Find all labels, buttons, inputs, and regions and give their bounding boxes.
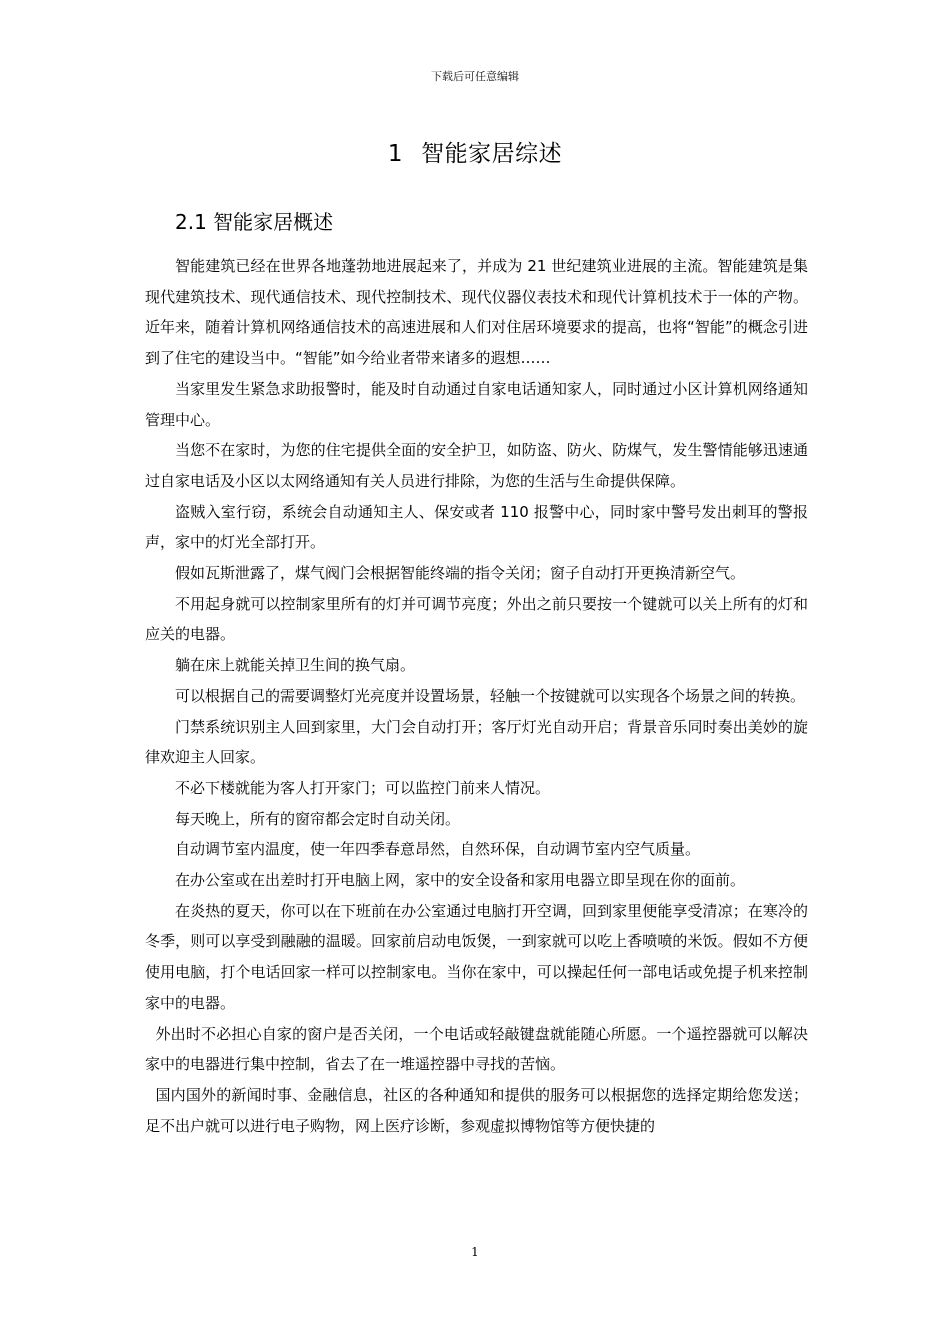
paragraph: 不必下楼就能为客人打开家门；可以监控门前来人情况。 [175,778,551,797]
paragraph: 当家里发生紧急求助报警时，能及时自动通过自家电话通知家人，同时通过小区计算机网络通知管理中心。 [145,379,808,429]
header-note: 下载后可任意编辑 [431,70,519,83]
paragraph: 门禁系统识别主人回到家里，大门会自动打开；客厅灯光自动开启；背景音乐同时奏出美妙的旋律欢迎主人回家。 [145,717,808,767]
paragraph: 智能建筑已经在世界各地蓬勃地进展起来了，并成为 21 世纪建筑业进展的主流。智能建筑是集现代建筑技术、现代通信技术、现代控制技术、现代仪器仪表技术和现代计算机技术于一体的产物。近年来，随着计算机网络通信技术的高速进展和人们对住居环境要求的提高，也将“智能”的概念引进到了住宅的建设当中。“智能”如今给业者带来诸多的遐想…… [145,257,808,368]
paragraph: 假如瓦斯泄露了，煤气阀门会根据智能终端的指令关闭；窗子自动打开更换清新空气。 [175,564,746,583]
paragraph: 每天晚上，所有的窗帘都会定时自动关闭。 [175,809,461,828]
paragraph: 自动调节室内温度，使一年四季春意昂然，自然环保，自动调节室内空气质量。 [175,840,701,859]
paragraph: 在炎热的夏天，你可以在下班前在办公室通过电脑打开空调，回到家里便能享受清凉；在寒冷的冬季，则可以享受到融融的温暖。回家前启动电饭煲，一到家就可以吃上香喷喷的米饭。假如不方便使用电脑，打个电话回家一样可以控制家电。当你在家中，可以操起任何一部电话或免提子机来控制家中的电器。 [145,901,808,1012]
page-number: 1 [471,1245,479,1259]
chapter-title [0,135,950,168]
paragraph: 躺在床上就能关掉卫生间的换气扇。 [175,656,416,675]
paragraph: 在办公室或在出差时打开电脑上网，家中的安全设备和家用电器立即呈现在你的面前。 [175,871,746,890]
paragraph: 外出时不必担心自家的窗户是否关闭，一个电话或轻敲键盘就能随心所愿。一个遥控器就可以解决家中的电器进行集中控制，省去了在一堆遥控器中寻找的苦恼。 [145,1024,808,1074]
section-title: 2.1 智能家居概述 [175,210,334,234]
paragraph: 当您不在家时，为您的住宅提供全面的安全护卫，如防盗、防火、防煤气，发生警情能够迅速通过自家电话及小区以太网络通知有关人员进行排除，为您的生活与生命提供保障。 [145,441,808,490]
paragraph: 可以根据自己的需要调整灯光亮度并设置场景，轻触一个按键就可以实现各个场景之间的转换。 [175,686,806,705]
paragraph: 不用起身就可以控制家里所有的灯并可调节亮度；外出之前只要按一个键就可以关上所有的灯和应关的电器。 [145,594,808,644]
paragraph: 盗贼入室行窃，系统会自动通知主人、保安或者 110 报警中心，同时家中警号发出刺耳的警报声，家中的灯光全部打开。 [145,502,808,552]
chapter-title-text: 智能家居综述 [421,141,563,167]
chapter-number: 1 [387,141,404,167]
paragraph: 国内国外的新闻时事、金融信息，社区的各种通知和提供的服务可以根据您的选择定期给您发送；足不出户就可以进行电子购物，网上医疗诊断，参观虚拟博物馆等方便快捷的 [145,1085,808,1135]
body-text [145,251,808,1141]
